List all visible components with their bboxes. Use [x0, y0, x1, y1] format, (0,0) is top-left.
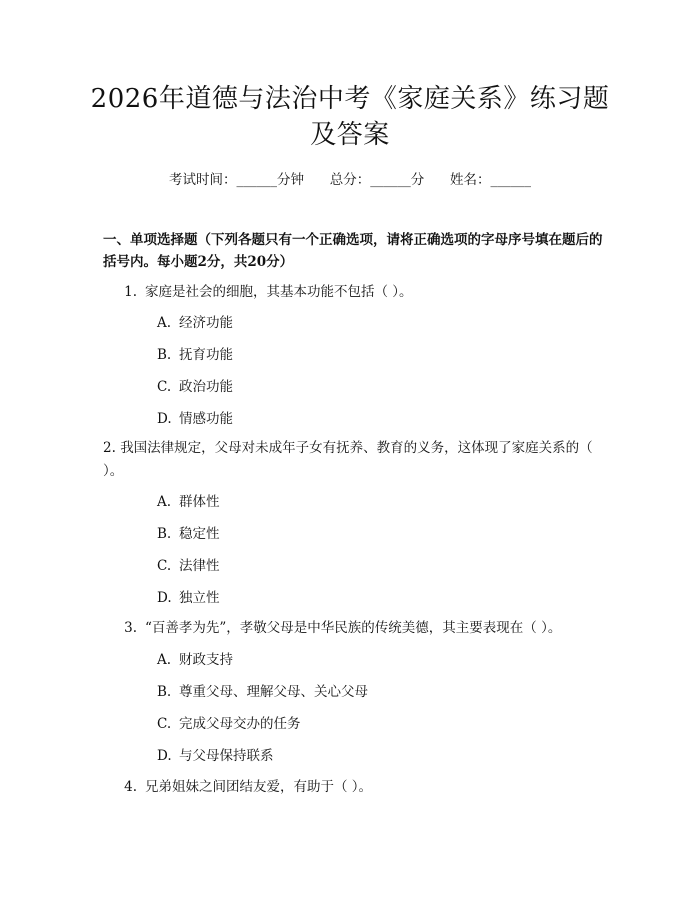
option-3b: [157, 682, 368, 702]
question-number: 2.: [103, 440, 116, 456]
option-letter: B.: [157, 347, 172, 363]
option-letter: C.: [157, 379, 172, 395]
option-2a: [157, 492, 220, 512]
question-4: [103, 776, 608, 799]
question-number: 4.: [124, 779, 137, 795]
option-text: 群体性: [179, 494, 220, 510]
page-title-line-2: 及答案: [310, 120, 390, 150]
option-text: 独立性: [179, 590, 220, 606]
question-text: 兄弟姐妹之间团结友爱，有助于（ ）。: [145, 779, 373, 795]
option-text: 经济功能: [179, 315, 233, 331]
question-2: [103, 437, 608, 483]
option-text: 情感功能: [179, 411, 233, 427]
question-text: 家庭是社会的细胞，其基本功能不包括（ ）。: [145, 284, 413, 300]
question-3: [103, 617, 608, 640]
option-2c: [157, 556, 220, 576]
option-text: 完成父母交办的任务: [179, 716, 301, 732]
option-text: 财政支持: [179, 652, 233, 668]
option-text: 政治功能: [179, 379, 233, 395]
question-number: 1.: [124, 284, 137, 300]
option-letter: D.: [157, 590, 172, 606]
exam-meta-line: 考试时间：______分钟 总分：______分 姓名：______: [169, 172, 531, 188]
option-3a: [157, 650, 233, 670]
option-letter: C.: [157, 716, 172, 732]
option-letter: A.: [157, 315, 172, 331]
option-text: 法律性: [179, 558, 220, 574]
option-letter: A.: [157, 652, 172, 668]
option-letter: D.: [157, 748, 172, 764]
option-text: 稳定性: [179, 526, 220, 542]
option-1c: [157, 377, 233, 397]
question-text: 我国法律规定，父母对未成年子女有抚养、教育的义务，这体现了家庭关系的（ ）。: [103, 440, 593, 479]
question-text: “百善孝为先”，孝敬父母是中华民族的传统美德，其主要表现在（ ）。: [145, 620, 562, 636]
option-letter: C.: [157, 558, 172, 574]
page-title-line-1: 2026年道德与法治中考《家庭关系》练习题: [90, 84, 610, 114]
option-text: 尊重父母、理解父母、关心父母: [179, 684, 368, 700]
option-1d: [157, 409, 233, 429]
option-letter: B.: [157, 526, 172, 542]
option-text: 抚育功能: [179, 347, 233, 363]
option-3c: [157, 714, 301, 734]
option-text: 与父母保持联系: [179, 748, 274, 764]
option-1b: [157, 345, 233, 365]
option-3d: [157, 746, 274, 766]
option-letter: A.: [157, 494, 172, 510]
question-1: [103, 281, 608, 304]
option-2d: [157, 588, 220, 608]
question-number: 3.: [124, 620, 137, 636]
option-2b: [157, 524, 220, 544]
section-heading: 一、单项选择题（下列各题只有一个正确选项，请将正确选项的字母序号填在题后的括号内。每小题2分，共20分）: [103, 232, 603, 270]
option-letter: D.: [157, 411, 172, 427]
option-1a: [157, 313, 233, 333]
option-letter: B.: [157, 684, 172, 700]
